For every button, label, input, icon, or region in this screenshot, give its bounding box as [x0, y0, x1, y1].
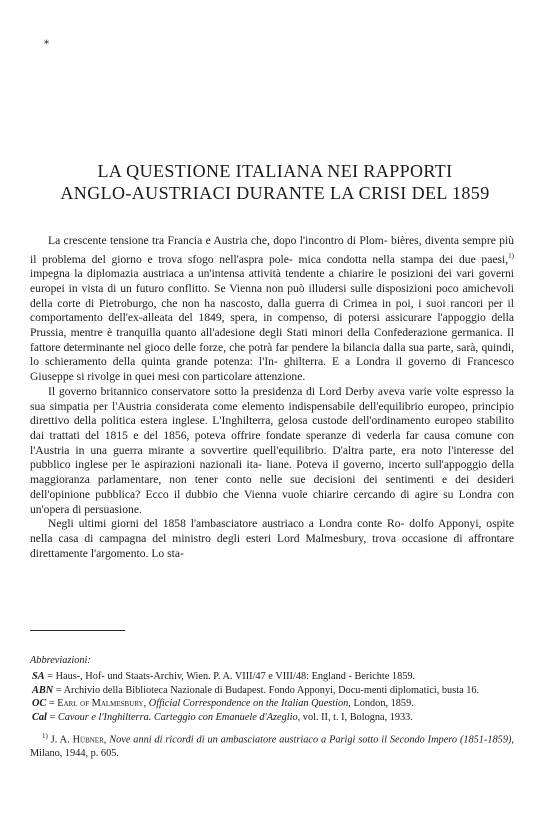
- p1-line-11: dalla sua parte, sarà, quindi, lo schieramento della quinta grande potenza: l'In-: [30, 340, 514, 369]
- p1-line-6: poco amichevoli della corte di Pietroburgo, che non ha nascosto, dalla guerra: [30, 281, 514, 310]
- footnotes-section: [30, 654, 514, 760]
- abbreviation-text: , vol. II, t. I, Bologna, 1933.: [297, 711, 413, 723]
- p2-line-2: varie volte espresso la sua simpatia per l'Austria considerata come elemento: [30, 384, 515, 413]
- footnote-1: [30, 730, 514, 760]
- abbreviation-abn: [30, 684, 514, 697]
- abbreviation-prefix: =: [49, 711, 58, 723]
- abbreviations-heading: Abbreviazioni:: [30, 655, 91, 666]
- p2-line-1: Il governo britannico conservatore sotto la presidenza di Lord Derby aveva: [48, 384, 405, 398]
- p1-line-2: bières, diventa sempre più il problema del giorno e trova sfogo nell'aspra pole-: [30, 234, 514, 266]
- footnote-divider: [30, 630, 125, 631]
- footnote-marker: 1): [42, 732, 48, 741]
- paper-title-line-2: ANGLO-AUSTRIACI DURANTE LA CRISI DEL 1859: [60, 183, 490, 203]
- p1-line-13: con particolare attenzione.: [182, 370, 306, 384]
- abbreviation-title: Cavour e l'Inghilterra. Carteggio con Emanuele d'Azeglio: [57, 711, 298, 723]
- abbreviation-text: = Haus-, Hof- und Staats-Archiv, Wien. P. A. VIII/47 e VIII/48: England - Berichte 1859.: [47, 671, 416, 683]
- abbreviation-key: SA: [32, 671, 45, 683]
- abbreviation-author: Earl of Malmesbury,: [57, 698, 147, 710]
- p1-line-4: a un'intensa attività tendente a chiarire le posizioni dei vari governi europei: [30, 267, 514, 295]
- footnote-title: Nove anni di ricordi di un ambasciatore austriaco a Parigi sotto il Secondo Impero (1851-1859): [109, 734, 512, 746]
- p1-line-5: in vista di un futuro conflitto. Se Vienna non può illudersi sulle disposizioni: [68, 281, 433, 295]
- footnote-author: J. A. Hübner,: [50, 734, 107, 746]
- p2-line-8: liane. Poteva il governo, incerto sull'appoggio della maggioranza parlamentare,: [30, 458, 515, 487]
- abbreviation-title: Official Correspondence on the Italian Question: [148, 698, 349, 710]
- footnote-reference[interactable]: 1): [508, 251, 514, 260]
- abbreviation-cal: [30, 711, 514, 724]
- paper-title-line-1: LA QUESTIONE ITALIANA NEI RAPPORTI: [97, 161, 453, 181]
- abbreviation-sa: [30, 670, 514, 683]
- p1-line-10: Il fattore determinante nel gioco delle forze, che potrà far pendere la bilancia: [30, 326, 515, 354]
- footnote-text: , Milano, 1944, p. 605.: [30, 734, 514, 759]
- p2-line-3: indispensabile dell'equilibrio europeo, principio direttivo della politica estera: [30, 399, 514, 428]
- p2-line-5: trattati del 1815 e del 1856, poteva offrire fondate speranze di vederla far causa: [49, 429, 450, 442]
- p3-line-1: Negli ultimi giorni del 1858 l'ambasciatore austriaco a Londra conte Ro-: [48, 517, 405, 531]
- abbreviation-key: OC: [32, 698, 47, 710]
- p2-line-10: pubblica? Ecco il dubbio che Vienna vuole chiarire cercando di agire su Londra: [95, 487, 493, 501]
- paragraph-2: [30, 385, 514, 517]
- p3-line-3: Malmesbury, trova occasione di affrontare direttamente l'argomento. Lo sta-: [30, 531, 514, 560]
- p2-line-6: comune con l'Austria in una guerra mirante a sovvertire quell'equilibrio. D'altra: [30, 429, 514, 457]
- paragraph-3: [30, 517, 514, 561]
- paper-title: [30, 160, 520, 204]
- p2-line-11: con un'opera di persuasione.: [30, 487, 515, 516]
- p2-line-4: inglese. L'Inghilterra, gelosa custode dell'ordinamento europeo stabilito dai: [30, 414, 515, 442]
- page-mark: *: [44, 39, 49, 50]
- p1-line-3: mica condotta nella stampa dei due paesi,: [298, 252, 509, 266]
- abbreviation-prefix: =: [48, 698, 58, 710]
- abbreviation-key: Cal: [32, 711, 47, 723]
- p2-line-7: parte, era noto l'interesse del pubblico inglese per le aspirazioni nazionali ita-: [30, 443, 514, 472]
- p1-line-3b: impegna la diplomazia austriaca: [30, 267, 185, 281]
- abbreviation-text: = Archivio della Biblioteca Nazionale di Budapest. Fondo Apponyi, Docu-menti diplomatici, busta 16.: [55, 684, 480, 696]
- p1-line-12: ghilterra. E a Londra il governo di Francesco Giuseppe si rivolge in quei mesi: [30, 355, 514, 384]
- abbreviation-text: , London, 1859.: [348, 698, 414, 710]
- p1-line-8: spera, in compenso, di potersi assicurare l'appoggio della Prussia, mentre è: [30, 311, 514, 340]
- paragraph-1: [30, 234, 514, 385]
- p1-line-1: La crescente tensione tra Francia e Austria che, dopo l'incontro di Plom-: [48, 234, 388, 247]
- p3-line-2: dolfo Apponyi, ospite nella casa di campagna del ministro degli esteri Lord: [30, 517, 514, 545]
- p1-line-9: tranquilla quanto all'adesione degli Stati minori della Confederazione germanica.: [116, 326, 503, 340]
- p1-line-7: di Crimea in poi, i suoi rancori per il comportamento dell'ex-alleata del 1849,: [30, 296, 514, 325]
- main-text: [30, 234, 514, 561]
- abbreviation-oc: [30, 697, 514, 710]
- abbreviation-key: ABN: [32, 684, 54, 696]
- p2-line-9: non tener conto nelle sue decisioni dei sentimenti e dei desideri dell'opinione: [30, 473, 514, 501]
